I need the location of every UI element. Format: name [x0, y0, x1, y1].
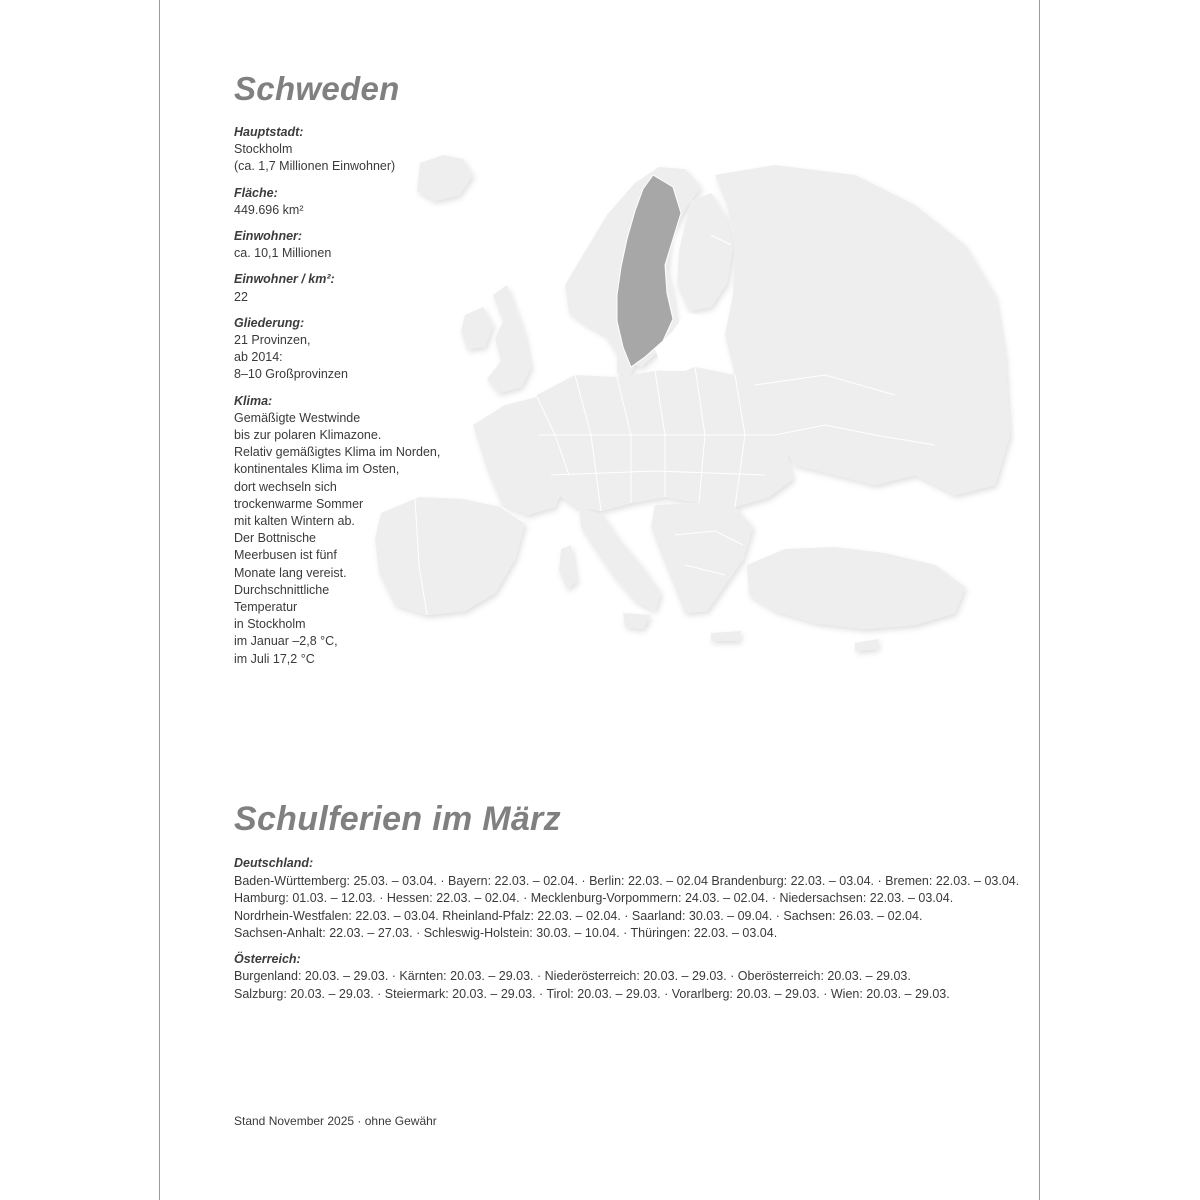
fact-label: Hauptstadt:	[234, 125, 304, 139]
section-label: Deutschland:	[234, 856, 314, 870]
fact-value: ca. 10,1 Millionen	[234, 246, 332, 261]
holiday-line: Sachsen-Anhalt: 22.03. – 27.03. · Schleswig-Holstein: 30.03. – 10.04. · Thüringen: 22.03. – 03.04.	[234, 926, 778, 940]
holiday-line: Nordrhein-Westfalen: 22.03. – 03.04. Rheinland-Pfalz: 22.03. – 02.04. · Saarland: 30.03. – 09.04. · Sachsen: 26.03. – 02.04.	[234, 908, 923, 923]
europe-map	[355, 135, 1015, 675]
holidays-title: Schulferien im März	[234, 800, 561, 838]
fact-value: 21 Provinzen, ab 2014: 8–10 Großprovinzen	[234, 333, 348, 382]
holidays-germany	[234, 855, 1020, 943]
fact-label: Einwohner / km²:	[234, 272, 335, 287]
fact-value: 449.696 km²	[234, 202, 304, 217]
fact-label: Gliederung:	[234, 315, 305, 330]
fact-value: Stockholm (ca. 1,7 Millionen Einwohner)	[234, 142, 396, 174]
school-holidays	[234, 855, 1020, 1011]
fact-value: 22	[234, 289, 248, 304]
holidays-austria	[234, 951, 994, 1004]
holiday-line: Baden-Württemberg: 25.03. – 03.04. · Bayern: 22.03. – 02.04. · Berlin: 22.03. – 02.04 Brandenburg: 22.03. – 03.04. · Bremen: 22.03. – 03.04.	[234, 873, 1020, 888]
fact-value: Gemäßigte Westwinde bis zur polaren Klimazone. Relativ gemäßigtes Klima im Norden, kontinentales Klima im Osten, dort wechseln sich trockenwarme Sommer mit kalten Wintern ab. Der Bottnische Meerbusen ist fünf Monate lang vereist. Durchschnittliche Temperatur in Stockholm im Januar –2,8 °C, im Juli 17,2 °C	[234, 410, 441, 666]
holiday-line: Hamburg: 01.03. – 12.03. · Hessen: 22.03. – 02.04. · Mecklenburg-Vorpommern: 24.03. – 02.04. · Niedersachsen: 22.03. – 03.04.	[234, 891, 954, 905]
holiday-line: Salzburg: 20.03. – 29.03. · Steiermark: 20.03. – 29.03. · Tirol: 20.03. – 29.03. · Vorarlberg: 20.03. – 29.03. · Wien: 20.03. – 29.03.	[234, 986, 950, 1001]
country-title: Schweden	[234, 70, 400, 107]
black-sea	[805, 499, 915, 545]
europe-land	[375, 155, 1010, 651]
fact-label: Fläche:	[234, 185, 278, 200]
section-label: Österreich:	[234, 951, 301, 966]
fact-label: Klima:	[234, 393, 273, 408]
holiday-line: Burgenland: 20.03. – 29.03. · Kärnten: 20.03. – 29.03. · Niederösterreich: 20.03. – 29.03. · Oberösterreich: 20.03. – 29.03.	[234, 969, 911, 983]
fact-label: Einwohner:	[234, 229, 303, 244]
footer-note: Stand November 2025 · ohne Gewähr	[234, 1114, 437, 1128]
